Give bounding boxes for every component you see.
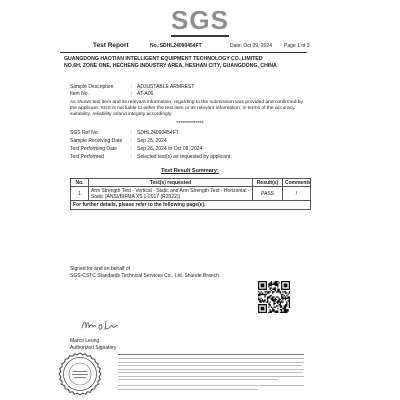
sgs-ref-label: SGS Ref No. — [70, 130, 99, 136]
row-no: 1 — [71, 187, 89, 201]
item-no-value: AT-A06 — [137, 91, 154, 97]
qr-code-icon — [258, 281, 290, 313]
fine-print-line — [118, 365, 302, 366]
report-title: Test Report — [93, 42, 129, 49]
column-header-test: Test(s) requested — [89, 179, 253, 187]
sgs-logo: SGS — [171, 5, 229, 35]
row-result: PASS — [253, 187, 283, 201]
test-performed-label: Test Performed — [70, 154, 104, 160]
footer-divider — [118, 354, 304, 355]
signing-company: SGS-CSTC Standards Technical Services Co., Ltd. Shunde Branch — [70, 273, 219, 279]
label-colon: : — [131, 154, 133, 160]
row-test: Arm Strength Test - Vertical - Static and Arm Strength Test - Horizontal - Static (ANSI/BIFMA X5.1-2017 (R2022)) — [89, 187, 253, 201]
logo-underline — [171, 35, 229, 37]
fine-print-line — [118, 358, 304, 359]
label-colon: : — [131, 138, 133, 144]
fine-print-line — [118, 372, 303, 373]
handwritten-signature — [80, 318, 120, 332]
signed-for-text: Signed for and on behalf of — [70, 266, 131, 272]
applicant-name: GUANGDONG HAOTIAN INTELLIGENT EQUIPMENT TECHNOLOGY CO.,LIMITED — [64, 56, 263, 62]
performing-date-label: Test Performing Date — [70, 146, 117, 152]
table-note: For further details, please refer to the following page(s). — [71, 201, 311, 209]
sample-description-value: ADJUSTABLE ARMREST — [137, 84, 195, 90]
seal-mark — [72, 374, 88, 375]
section-separator: ************** — [176, 121, 204, 127]
fine-print-line — [118, 385, 304, 386]
signatory-role: Authorized Signatory — [70, 345, 117, 351]
label-colon: : — [131, 84, 133, 90]
seal-mark — [73, 371, 87, 372]
label-colon: : — [131, 146, 133, 152]
fine-print-line — [118, 369, 304, 370]
seal-mark — [74, 377, 86, 378]
fine-print-line — [118, 376, 304, 377]
report-date: Date: Oct 09, 2024 — [230, 43, 272, 49]
fine-print-line — [118, 389, 258, 390]
seal-stamp-icon — [58, 352, 102, 396]
result-summary-table — [70, 178, 311, 210]
page-indicator: Page 1 of 3 — [284, 43, 310, 49]
column-header-result: Result(s) — [253, 179, 283, 187]
table-header-row — [71, 179, 311, 187]
label-colon: : — [131, 91, 133, 97]
header-divider — [60, 52, 307, 53]
fine-print-line — [118, 379, 278, 380]
receiving-date-value: Sep 25, 2024 — [137, 138, 167, 144]
table-row — [71, 187, 311, 201]
sample-description-label: Sample Description — [70, 84, 114, 90]
column-header-comments: Comments — [283, 179, 311, 187]
summary-title: Test Result Summary: — [161, 168, 219, 174]
signature-stroke — [82, 321, 118, 329]
sgs-ref-value: SDHL24090454FT — [137, 130, 179, 136]
item-no-label: Item No. — [70, 91, 89, 97]
performing-date-value: Sep 26, 2024 to Oct 09, 2024 — [137, 146, 203, 152]
label-colon: : — [131, 130, 133, 136]
table-note-row — [71, 201, 311, 209]
fine-print-line — [118, 362, 304, 363]
disclaimer-paragraph: As shown test item and its relevant information, regarding to the submission was provided and confirmed by the applicant. SGS is not liable to either the test item or its relevant information, in terms of the accuracy, suitability, reliability or/and integrity accordingly. — [70, 100, 303, 118]
column-header-no: No. — [71, 179, 89, 187]
receiving-date-label: Sample Receiving Date — [70, 138, 123, 144]
applicant-address: NO.6H, ZONE ONE, HECHENG INDUSTRY AREA, HESHAN CITY, GUANGDONG, CHINA — [64, 63, 277, 69]
test-performed-value: Selected test(s) as requested by applicant — [137, 154, 231, 160]
signatory-name: Marco Leung — [70, 338, 100, 344]
row-comments: / — [283, 187, 311, 201]
report-number: No.:SDHL24090454FT — [150, 43, 202, 49]
